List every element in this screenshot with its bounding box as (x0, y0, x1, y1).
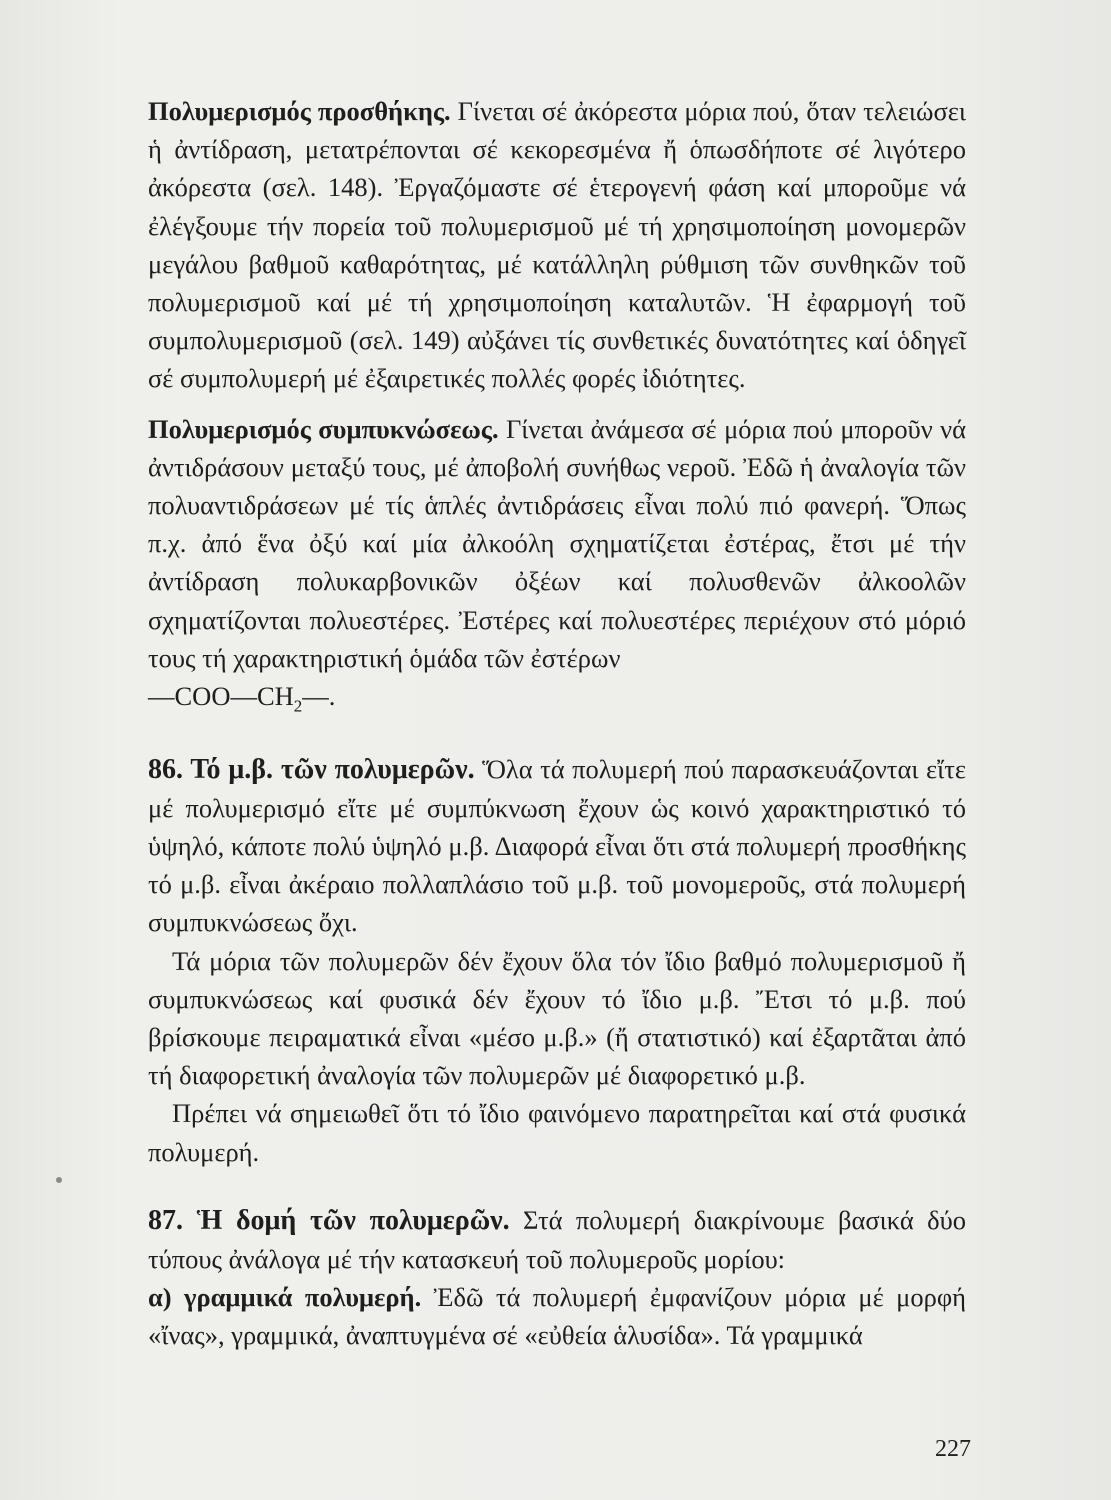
ester-group-formula (148, 677, 966, 726)
paragraph-addition-polymerization (148, 92, 966, 398)
list-item-text: Ἐδῶ τά πολυμερή ἐμφανίζουν μόρια μέ μορφή «ἴνας», γραμμικά, ἀναπτυγμένα σέ «εὐθεία ἁλυσίδα». Τά γραμμικά (148, 1282, 966, 1351)
section-87 (148, 1201, 966, 1278)
page-body (148, 92, 966, 1355)
paragraph-text: Γίνεται ἀνάμεσα σέ μόρια πού μποροῦν νά ἀντιδράσουν μεταξύ τους, μέ ἀποβολή συνήθως νεροῦ. Ἐδῶ ἡ ἀναλογία τῶν πολυαντιδράσεων μέ τίς ἁπλές ἀντιδράσεις εἶναι πολύ πιό φανερή. Ὅπως π.χ. ἀπό ἕνα ὀξύ καί μία ἀλκοόλη σχηματίζεται ἐστέρας, ἔτσι μέ τήν ἀντίδραση πολυκαρβονικῶν ὀξέων καί πολυσθενῶν ἀλκοολῶν σχηματίζονται πολυεστέρες. Ἐστέρες καί πολυεστέρες περιέχουν στό μόριό τους τή χαρακτηριστική ὁμάδα τῶν ἐστέρων (148, 413, 966, 673)
section-heading: 86. Τό μ.β. τῶν πολυμερῶν. (148, 753, 475, 785)
section-86-paragraph-2: Τά μόρια τῶν πολυμερῶν δέν ἔχουν ὅλα τόν ἴδιο βαθμό πολυμερισμοῦ ἤ συμπυκνώσεως καί φυσικά δέν ἔχουν τό ἴδιο μ.β. Ἔτσι τό μ.β. πού βρίσκουμε πειραματικά εἶναι «μέσο μ.β.» (ἤ στατιστικό) καί ἐξαρτᾶται ἀπό τή διαφορετική ἀναλογία τῶν πολυμερῶν μέ διαφορετικό μ.β. (148, 945, 966, 1091)
paragraph-heading: Πολυμερισμός συμπυκνώσεως. (148, 413, 499, 444)
paragraph-text: Γίνεται σέ ἀκόρεστα μόρια πού, ὅταν τελειώσει ἡ ἀντίδραση, μετατρέπονται σέ κεκορεσμένα ἤ ὁπωσδήποτε σέ λιγότερο ἀκόρεστα (σελ. 148). Ἐργαζόμαστε σέ ἑτερογενή φάση καί μποροῦμε νά ἐλέγξουμε τήν πορεία τοῦ πολυμερισμοῦ μέ τή χρησιμοποίηση μονομερῶν μεγάλου βαθμοῦ καθαρότητας, μέ κατάλληλη ρύθμιση τῶν συνθηκῶν τοῦ πολυμερισμοῦ καί μέ τή χρησιμοποίηση καταλυτῶν. Ἡ ἐφαρμογή τοῦ συμπολυμερισμοῦ (σελ. 149) αὐξάνει τίς συνθετικές δυνατότητες καί ὁδηγεῖ σέ συμπολυμερή μέ ἐξαιρετικές πολλές φορές ἰδιότητες. (148, 96, 966, 394)
linear-polymers-item (148, 1278, 966, 1354)
formula-main: —COO—CH (148, 681, 294, 712)
paragraph-text: Ὅλα τά πολυμερή πού παρασκευάζονται εἴτε μέ πολυμερισμό εἴτε μέ συμπύκνωση ἔχουν ὡς κοινό χαρακτηριστικό τό ὑψηλό, κάποτε πολύ ὑψηλό μ.β. Διαφορά εἶναι ὅτι στά πολυμερή προσθήκης τό μ.β. εἶναι ἀκέραιο πολλαπλάσιο τοῦ μ.β. τοῦ μονομεροῦς, στά πολυμερή συμπυκνώσεως ὄχι. (148, 753, 966, 938)
section-86-paragraph-3: Πρέπει νά σημειωθεῖ ὅτι τό ἴδιο φαινόμενο παρατηρεῖται καί στά φυσικά πολυμερή. (148, 1098, 966, 1167)
paragraph-condensation-polymerization (148, 410, 966, 677)
paragraph-heading: Πολυμερισμός προσθήκης. (148, 96, 451, 126)
section-86 (148, 750, 966, 942)
formula-tail: —. (302, 681, 336, 712)
list-item-heading: α) γραμμικά πολυμερή. (148, 1282, 422, 1313)
page-speck (56, 1177, 62, 1183)
page-number: 227 (935, 1436, 971, 1462)
formula-subscript: 2 (293, 696, 303, 716)
section-heading: 87. Ἡ δομή τῶν πολυμερῶν. (148, 1204, 510, 1236)
paragraph-text: Στά πολυμερή διακρίνουμε βασικά δύο τύπους ἀνάλογα μέ τήν κατασκευή τοῦ πολυμεροῦς μορίου: (148, 1204, 966, 1274)
